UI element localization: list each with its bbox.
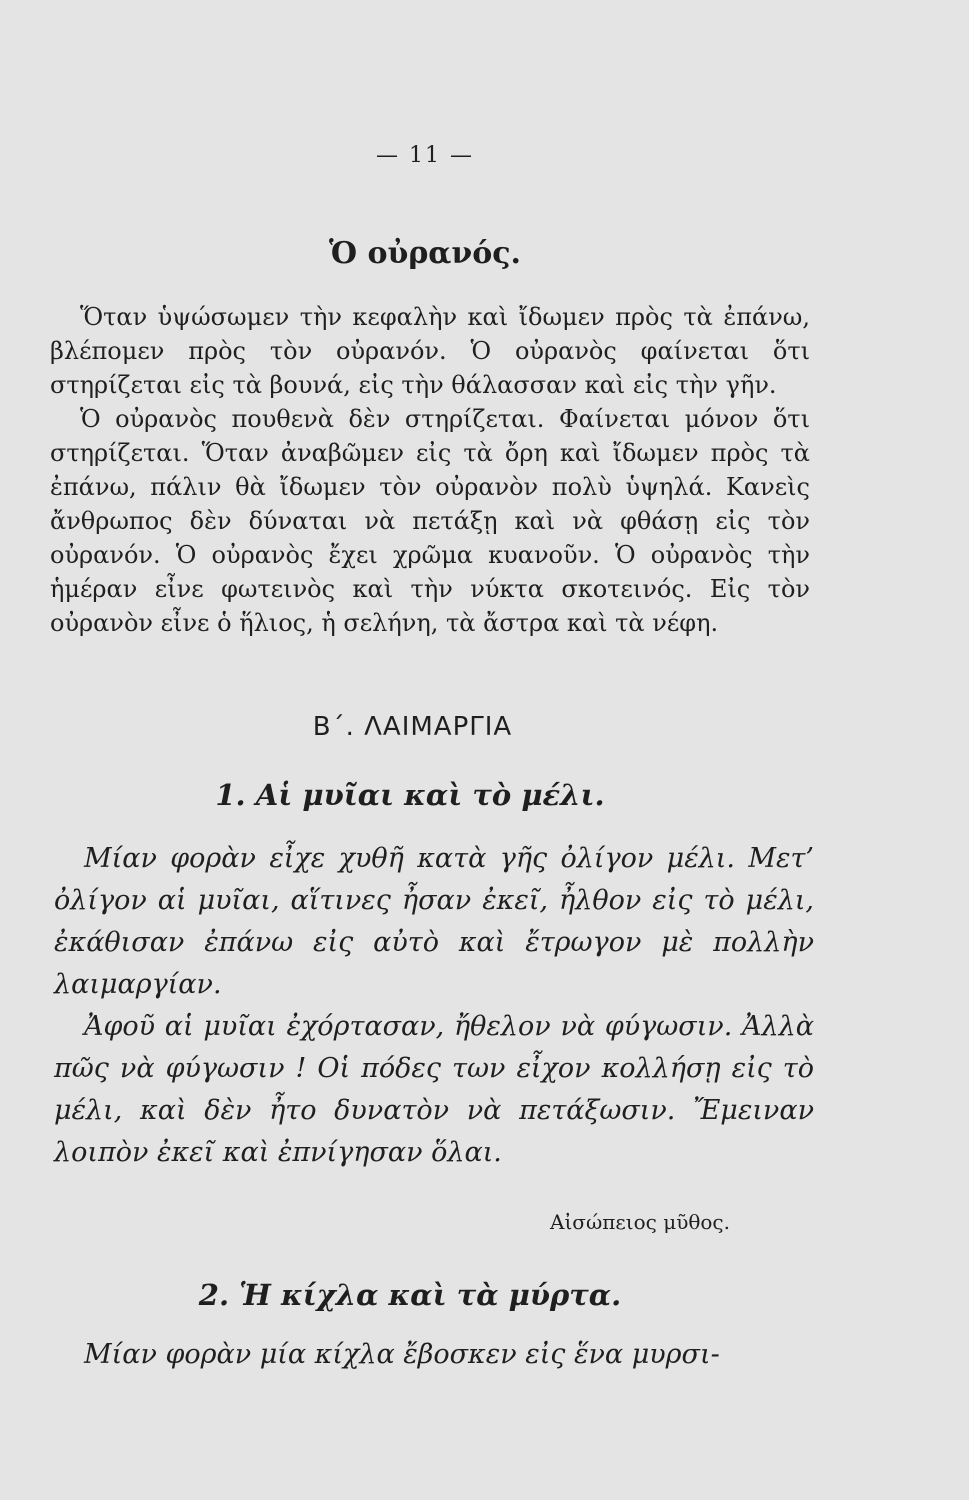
- story-1-source: Αἰσώπειος μῦθος.: [550, 1210, 730, 1234]
- chapter-text: [50, 300, 810, 640]
- story-2-paragraph-1: Μίαν φορὰν μία κίχλα ἔβοσκεν εἰς ἕνα μυρσι-: [84, 1339, 720, 1370]
- chapter-paragraph-2: Ὁ οὐρανὸς πουθενὰ δὲν στηρίζεται. Φαίνεται μόνον ὅτι στηρίζεται. Ὅταν ἀναβῶμεν εἰς τὰ ὄρη καὶ ἴδωμεν πρὸς τὰ ἐπάνω, πάλιν θὰ ἴδωμεν τὸν οὐρανὸν πολὺ ὑψηλά. Κανεὶς ἄνθρωπος δὲν δύναται νὰ πετάξῃ καὶ νὰ φθάσῃ εἰς τὸν οὐρανόν. Ὁ οὐρανὸς ἔχει χρῶμα κυανοῦν. Ὁ οὐρανὸς τὴν ἡμέραν εἶνε φωτεινὸς καὶ τὴν νύκτα σκοτεινός. Εἰς τὸν οὐρανὸν εἶνε ὁ ἥλιος, ἡ σελήνη, τὰ ἄστρα καὶ τὰ νέφη.: [50, 405, 810, 637]
- page-number: — 11 —: [376, 143, 474, 168]
- story-1-title: 1. Αἱ μυῖαι καὶ τὸ μέλι.: [215, 778, 605, 812]
- story-2-title: 2. Ἡ κίχλα καὶ τὰ μύρτα.: [198, 1278, 622, 1312]
- story-1-paragraph-1: Μίαν φορὰν εἶχε χυθῆ κατὰ γῆς ὀλίγον μέλι. Μετ’ ὀλίγον αἱ μυῖαι, αἵτινες ἦσαν ἐκεῖ, ἦλθον εἰς τὸ μέλι, ἐκάθισαν ἐπάνω εἰς αὐτὸ καὶ ἔτρωγον μὲ πολλὴν λαιμαργίαν.: [54, 843, 814, 1000]
- section-heading: Β΄. ΛΑΙΜΑΡΓΙΑ: [312, 712, 513, 742]
- story-1-paragraph-2: Ἀφοῦ αἱ μυῖαι ἐχόρτασαν, ἤθελον νὰ φύγωσιν. Ἀλλὰ πῶς νὰ φύγωσιν ! Οἱ πόδες των εἶχον κολλήσῃ εἰς τὸ μέλι, καὶ δὲν ἦτο δυνατὸν νὰ πετάξωσιν. Ἔμειναν λοιπὸν ἐκεῖ καὶ ἐπνίγησαν ὅλαι.: [54, 1011, 814, 1168]
- story-1-text: [54, 838, 814, 1174]
- chapter-title: Ὁ οὐρανός.: [329, 236, 521, 271]
- chapter-paragraph-1: Ὅταν ὑψώσωμεν τὴν κεφαλὴν καὶ ἴδωμεν πρὸς τὰ ἐπάνω, βλέπομεν πρὸς τὸν οὐρανόν. Ὁ οὐρανὸς φαίνεται ὅτι στηρίζεται εἰς τὰ βουνά, εἰς τὴν θάλασσαν καὶ εἰς τὴν γῆν.: [50, 303, 810, 399]
- story-2-text: [54, 1334, 814, 1376]
